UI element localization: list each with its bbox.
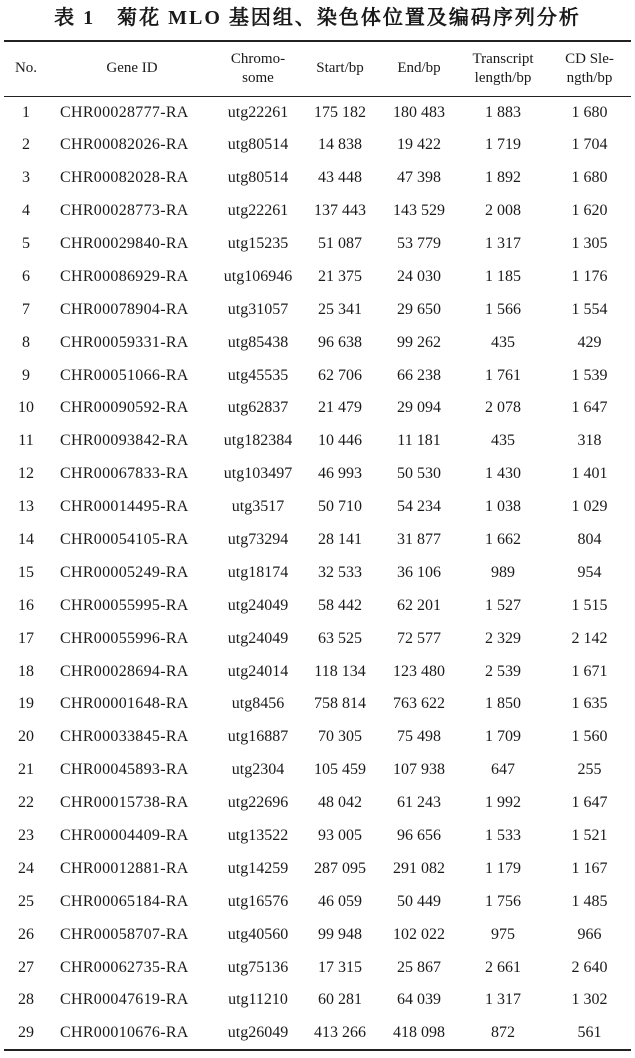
table-row (4, 162, 631, 195)
cell-transcript-length: 647 (491, 761, 515, 779)
cell-no: 19 (18, 695, 34, 713)
cell-transcript-length: 1 883 (485, 103, 521, 121)
cell-chromosome: utg22261 (227, 103, 289, 121)
cell-chromosome: utg80514 (227, 169, 289, 187)
header-transcript-length (458, 41, 548, 96)
table-row (4, 326, 631, 359)
cell-transcript-length: 1 761 (485, 366, 521, 384)
cell-cds-length: 318 (577, 432, 602, 450)
table-body (4, 96, 631, 1050)
header-start: Start/bp (300, 41, 380, 96)
cell-cds-length: 1 305 (571, 235, 608, 252)
table-row (4, 721, 631, 754)
cell-start: 105 459 (314, 761, 366, 779)
table-row (4, 885, 631, 918)
cell-gene-id: CHR00055996-RA (60, 629, 189, 647)
cell-start: 46 993 (318, 465, 362, 483)
cell-no: 29 (4, 1017, 48, 1050)
cell-end: 31 877 (397, 531, 441, 549)
cell-no: 2 (22, 136, 30, 154)
cell-start: 137 443 (314, 202, 366, 220)
cell-cds-length: 2 640 (571, 958, 608, 976)
cell-transcript-length: 1 185 (485, 267, 521, 285)
cell-no: 25 (18, 892, 34, 910)
cell-cds-length: 1 560 (571, 728, 608, 746)
header-transcript-line1: Transcript (472, 50, 534, 67)
cell-chromosome: utg31057 (227, 300, 289, 318)
cell-no: 27 (18, 958, 34, 976)
cell-end: 11 181 (397, 432, 441, 450)
cell-start: 70 305 (318, 728, 362, 746)
table-header (4, 41, 631, 96)
cell-start: 46 059 (318, 892, 362, 910)
cell-no: 17 (18, 629, 34, 647)
cell-start: 14 838 (318, 136, 362, 154)
cell-cds-length: 1 539 (571, 366, 608, 384)
cell-transcript-length: 1 317 (485, 235, 521, 252)
cell-gene-id: CHR00054105-RA (60, 531, 189, 549)
cell-no: 6 (22, 267, 30, 285)
cell-chromosome: utg182384 (223, 432, 293, 450)
cell-end: 143 529 (393, 202, 445, 220)
cell-no: 24 (18, 859, 34, 877)
cell-gene-id: CHR00065184-RA (60, 892, 189, 910)
table-row (4, 129, 631, 162)
cell-end: 102 022 (393, 925, 445, 943)
cell-start: 51 087 (318, 235, 362, 252)
cell-no: 23 (18, 827, 34, 845)
cell-transcript-length: 1 317 (485, 991, 521, 1009)
cell-no: 16 (18, 596, 34, 614)
cell-end: 19 422 (397, 136, 441, 154)
cell-end: 47 398 (397, 169, 441, 187)
cell-transcript-length: 1 892 (485, 169, 521, 187)
cell-chromosome: utg40560 (227, 925, 289, 943)
cell-cds-length: 1 647 (571, 794, 608, 812)
cell-chromosome: utg16887 (227, 728, 289, 746)
cell-cds-length: 1 176 (571, 267, 608, 285)
cell-no: 21 (18, 761, 34, 779)
cell-end: 123 480 (393, 662, 445, 680)
cell-gene-id: CHR00005249-RA (60, 563, 189, 581)
cell-chromosome: utg24049 (227, 596, 289, 614)
cell-chromosome: utg85438 (227, 333, 289, 351)
cell-cds-length: 966 (577, 925, 602, 943)
table-row (4, 622, 631, 655)
cell-chromosome: utg75136 (227, 958, 289, 976)
table-row (4, 984, 631, 1017)
cell-chromosome: utg24049 (227, 629, 289, 647)
cell-transcript-length: 1 038 (485, 498, 521, 516)
cell-transcript-length: 1 850 (485, 695, 521, 713)
cell-end: 418 098 (380, 1017, 458, 1050)
cell-transcript-length: 1 709 (485, 728, 521, 746)
cell-cds-length: 561 (548, 1017, 631, 1050)
cell-gene-id: CHR00015738-RA (60, 794, 189, 812)
cell-no: 22 (18, 794, 34, 812)
table-row (4, 293, 631, 326)
table-row (4, 918, 631, 951)
cell-no: 8 (22, 333, 30, 351)
cell-cds-length: 1 401 (571, 465, 608, 483)
cell-cds-length: 2 142 (571, 629, 608, 647)
cell-transcript-length: 2 539 (485, 662, 521, 680)
table-number: 表 1 (54, 7, 96, 29)
cell-gene-id: CHR00067833-RA (60, 465, 189, 483)
table-row (4, 556, 631, 589)
cell-chromosome: utg24014 (227, 662, 289, 680)
cell-cds-length: 429 (577, 333, 602, 351)
cell-gene-id: CHR00001648-RA (60, 695, 189, 713)
cell-end: 99 262 (397, 333, 441, 351)
cell-no: 15 (18, 563, 34, 581)
cell-cds-length: 1 515 (571, 596, 608, 614)
cell-end: 24 030 (397, 267, 441, 285)
cell-start: 10 446 (318, 432, 362, 450)
cell-no: 26 (18, 925, 34, 943)
cell-start: 43 448 (318, 169, 362, 187)
cell-gene-id: CHR00028777-RA (60, 103, 189, 121)
cell-start: 93 005 (318, 827, 362, 845)
cell-cds-length: 1 302 (571, 991, 608, 1009)
cell-chromosome: utg2304 (231, 761, 285, 779)
cell-gene-id: CHR00028773-RA (60, 202, 189, 220)
cell-start: 96 638 (318, 333, 362, 351)
cell-cds-length: 255 (577, 761, 602, 779)
cell-end: 180 483 (393, 103, 445, 121)
cell-end: 62 201 (397, 596, 441, 614)
cell-start: 99 948 (318, 925, 362, 943)
table-row (4, 589, 631, 622)
cell-no: 5 (22, 235, 30, 252)
cell-start: 175 182 (314, 103, 366, 121)
table-row (4, 458, 631, 491)
cell-gene-id: CHR00045893-RA (60, 761, 189, 779)
cell-chromosome: utg3517 (231, 498, 285, 516)
cell-end: 50 530 (397, 465, 441, 483)
cell-transcript-length: 2 329 (485, 629, 521, 647)
table-row (4, 195, 631, 228)
gene-table (4, 40, 631, 1051)
cell-end: 72 577 (397, 629, 441, 647)
cell-chromosome: utg8456 (231, 695, 285, 713)
cell-gene-id: CHR00029840-RA (60, 235, 189, 252)
cell-start: 287 095 (314, 859, 366, 877)
cell-gene-id: CHR00047619-RA (60, 991, 189, 1009)
cell-start: 60 281 (318, 991, 362, 1009)
cell-transcript-length: 989 (491, 563, 515, 581)
table-row (4, 852, 631, 885)
cell-cds-length: 1 704 (571, 136, 608, 154)
cell-chromosome: utg26049 (216, 1017, 300, 1050)
cell-no: 7 (22, 300, 30, 318)
cell-start: 63 525 (318, 629, 362, 647)
cell-no: 13 (18, 498, 34, 516)
cell-no: 28 (18, 991, 34, 1009)
cell-chromosome: utg18174 (227, 563, 289, 581)
cell-cds-length: 1 485 (571, 892, 608, 910)
cell-chromosome: utg11210 (228, 991, 288, 1009)
cell-start: 21 375 (318, 267, 362, 285)
cell-transcript-length: 872 (458, 1017, 548, 1050)
cell-transcript-length: 1 662 (485, 531, 521, 549)
cell-cds-length: 1 029 (571, 498, 608, 516)
cell-chromosome: utg14259 (227, 859, 289, 877)
cell-cds-length: 1 635 (571, 695, 608, 713)
cell-transcript-length: 2 661 (485, 958, 521, 976)
cell-end: 54 234 (397, 498, 441, 516)
table-row (4, 754, 631, 787)
cell-transcript-length: 975 (491, 925, 515, 943)
cell-end: 96 656 (397, 827, 441, 845)
cell-gene-id: CHR00086929-RA (60, 267, 189, 285)
cell-start: 118 134 (314, 662, 366, 680)
header-chromosome (216, 41, 300, 96)
cell-start: 17 315 (318, 958, 362, 976)
table-row (4, 359, 631, 392)
cell-no: 10 (18, 399, 34, 417)
cell-transcript-length: 1 430 (485, 465, 521, 483)
cell-chromosome: utg106946 (223, 267, 293, 285)
cell-start: 28 141 (318, 531, 362, 549)
cell-gene-id: CHR00028694-RA (60, 662, 189, 680)
table-caption (0, 0, 635, 36)
cell-chromosome: utg62837 (227, 399, 289, 417)
cell-end: 64 039 (397, 991, 441, 1009)
header-transcript-line2: length/bp (474, 69, 532, 86)
cell-transcript-length: 1 533 (485, 827, 521, 845)
cell-gene-id: CHR00014495-RA (60, 498, 189, 516)
cell-cds-length: 1 554 (571, 300, 608, 318)
cell-start: 50 710 (318, 498, 362, 516)
cell-transcript-length: 1 179 (485, 859, 521, 877)
cell-gene-id: CHR00055995-RA (60, 596, 189, 614)
header-cds-line1: CD Sle- (565, 50, 614, 67)
header-cds-length (548, 41, 631, 96)
header-chromosome-line2: some (242, 69, 274, 86)
cell-gene-id: CHR00004409-RA (60, 827, 189, 845)
cell-transcript-length: 435 (491, 333, 515, 351)
cell-start: 48 042 (318, 794, 362, 812)
cell-end: 66 238 (397, 366, 441, 384)
cell-no: 12 (18, 465, 34, 483)
cell-start: 21 479 (318, 399, 362, 417)
table-row (4, 392, 631, 425)
table-row (4, 820, 631, 853)
cell-gene-id: CHR00033845-RA (60, 728, 189, 746)
cell-gene-id: CHR00093842-RA (60, 432, 189, 450)
cell-start: 58 442 (318, 596, 362, 614)
cell-no: 11 (18, 432, 34, 450)
cell-gene-id: CHR00082026-RA (60, 136, 189, 154)
header-cds-line2: ngth/bp (566, 69, 613, 86)
cell-transcript-length: 435 (491, 432, 515, 450)
cell-end: 61 243 (397, 794, 441, 812)
table-row (4, 787, 631, 820)
cell-cds-length: 1 671 (571, 662, 608, 680)
cell-gene-id: CHR00051066-RA (60, 366, 189, 384)
header-end: End/bp (380, 41, 458, 96)
cell-no: 18 (18, 662, 34, 680)
cell-gene-id: CHR00062735-RA (60, 958, 189, 976)
cell-cds-length: 1 620 (571, 202, 608, 220)
cell-no: 14 (18, 531, 34, 549)
cell-gene-id: CHR00059331-RA (60, 333, 189, 351)
cell-start: 25 341 (318, 300, 362, 318)
table-title: 菊花 MLO 基因组、染色体位置及编码序列分析 (117, 7, 581, 29)
table-row (4, 688, 631, 721)
cell-end: 291 082 (393, 859, 445, 877)
cell-gene-id: CHR00010676-RA (48, 1017, 216, 1050)
cell-cds-length: 954 (577, 563, 602, 581)
cell-start: 32 533 (318, 563, 362, 581)
cell-chromosome: utg22261 (227, 202, 289, 220)
table-row (4, 260, 631, 293)
cell-chromosome: utg73294 (227, 531, 289, 549)
cell-no: 9 (22, 366, 30, 384)
cell-gene-id: CHR00082028-RA (60, 169, 189, 187)
cell-no: 4 (22, 202, 30, 220)
cell-no: 20 (18, 728, 34, 746)
cell-cds-length: 1 680 (571, 169, 608, 187)
table-row (4, 951, 631, 984)
header-no: No. (4, 41, 48, 96)
cell-end: 50 449 (397, 892, 441, 910)
header-chromosome-line1: Chromo- (230, 50, 286, 67)
cell-end: 36 106 (397, 563, 441, 581)
cell-start: 62 706 (318, 366, 362, 384)
cell-cds-length: 1 647 (571, 399, 608, 417)
cell-end: 53 779 (397, 235, 441, 252)
table-row (4, 655, 631, 688)
table-row (4, 425, 631, 458)
cell-cds-length: 804 (577, 531, 602, 549)
header-gene-id: Gene ID (48, 41, 216, 96)
cell-chromosome: utg80514 (227, 136, 289, 154)
cell-chromosome: utg13522 (227, 827, 289, 845)
table-row (4, 228, 631, 261)
cell-end: 107 938 (393, 761, 445, 779)
cell-transcript-length: 1 756 (485, 892, 521, 910)
cell-gene-id: CHR00078904-RA (60, 300, 189, 318)
cell-gene-id: CHR00058707-RA (60, 925, 189, 943)
table-row (4, 96, 631, 129)
cell-transcript-length: 1 566 (485, 300, 521, 318)
table-row (4, 491, 631, 524)
cell-gene-id: CHR00090592-RA (60, 399, 189, 417)
cell-cds-length: 1 521 (571, 827, 608, 845)
cell-end: 75 498 (397, 728, 441, 746)
table-row (4, 1017, 631, 1050)
cell-chromosome: utg15235 (227, 235, 289, 252)
cell-no: 1 (22, 103, 30, 121)
cell-transcript-length: 2 008 (485, 202, 521, 220)
cell-transcript-length: 1 992 (485, 794, 521, 812)
cell-end: 25 867 (397, 958, 441, 976)
cell-chromosome: utg22696 (227, 794, 289, 812)
cell-end: 29 650 (397, 300, 441, 318)
cell-chromosome: utg45535 (227, 366, 289, 384)
cell-end: 29 094 (397, 399, 441, 417)
cell-cds-length: 1 167 (571, 859, 608, 877)
header-row (4, 41, 631, 96)
cell-gene-id: CHR00012881-RA (60, 859, 189, 877)
table-row (4, 524, 631, 557)
cell-start: 758 814 (314, 695, 366, 713)
cell-transcript-length: 1 719 (485, 136, 521, 154)
cell-chromosome: utg16576 (227, 892, 289, 910)
cell-start: 413 266 (300, 1017, 380, 1050)
cell-chromosome: utg103497 (223, 465, 293, 483)
cell-cds-length: 1 680 (571, 103, 608, 121)
cell-end: 763 622 (393, 695, 445, 713)
cell-transcript-length: 1 527 (485, 596, 521, 614)
cell-no: 3 (22, 169, 30, 187)
cell-transcript-length: 2 078 (485, 399, 521, 417)
